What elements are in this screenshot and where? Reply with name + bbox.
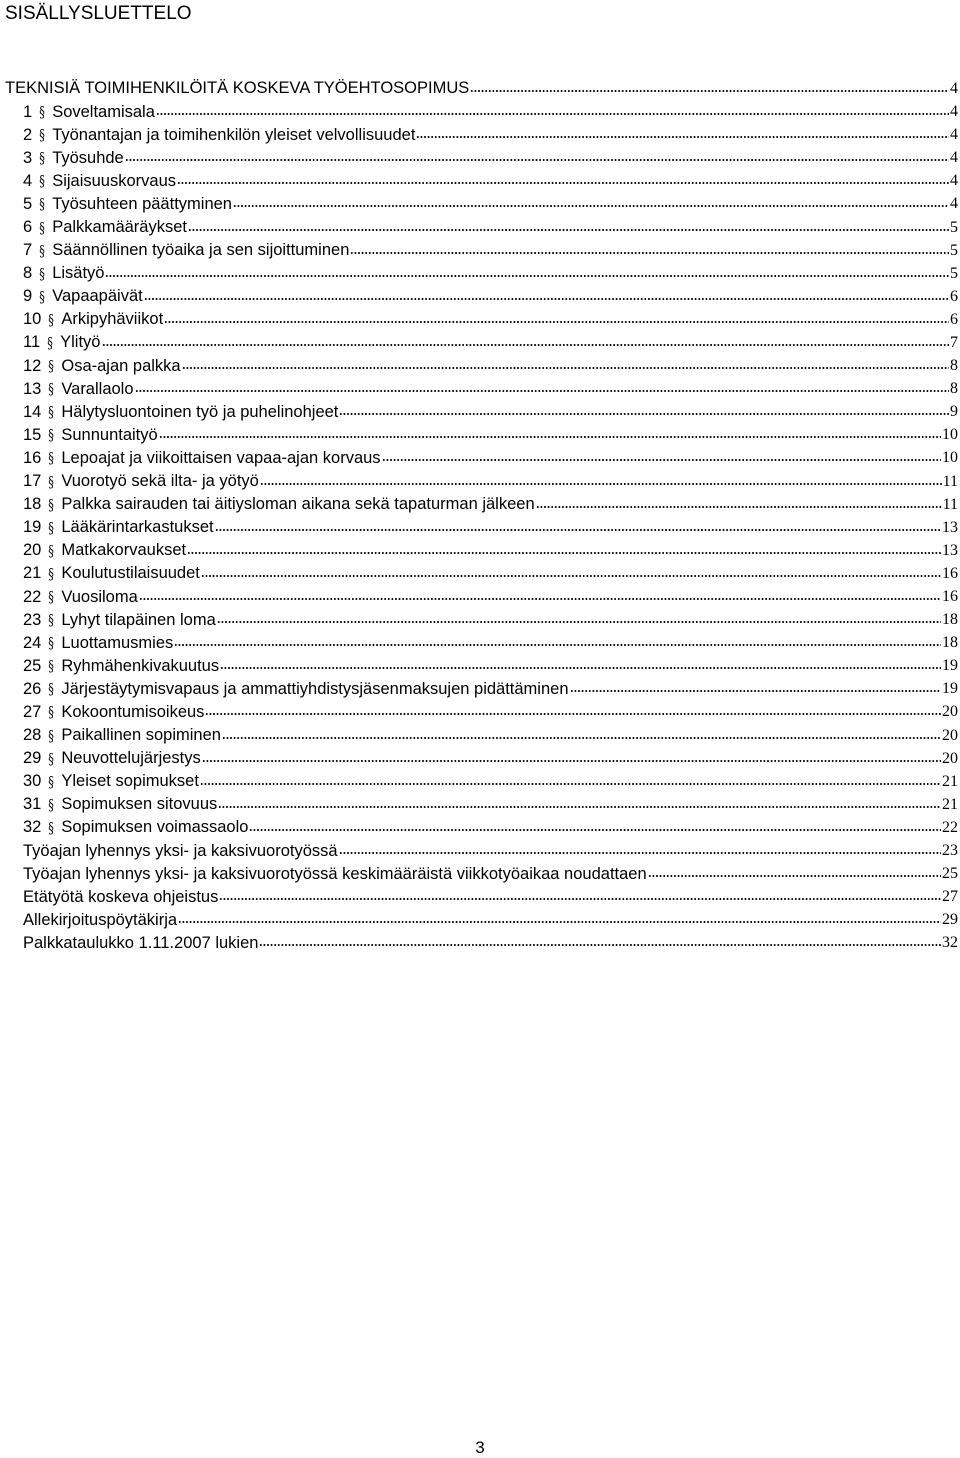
toc-entry[interactable] [5,840,958,863]
toc-entry-number: 21 [23,564,42,583]
toc-entry-label: Lepoajat ja viikoittaisen vapaa-ajan korvaus [61,448,381,467]
toc-entry[interactable] [5,724,958,747]
toc-entry-page: 4 [950,172,958,190]
toc-entry-page: 5 [950,241,958,259]
toc-entry[interactable] [5,424,958,447]
section-sign-icon: § [48,657,55,676]
toc-entry-number: 25 [23,656,42,675]
toc-entry-label: Työsuhde [52,148,124,167]
toc-entry-page: 27 [942,888,958,906]
dot-leader [215,522,941,538]
toc-entry[interactable] [5,932,958,955]
toc-entry-label: Sijaisuuskorvaus [52,171,176,190]
toc-entry-label: Arkipyhäviikot [61,310,164,329]
section-sign-icon: § [48,426,55,445]
toc-entry-page: 5 [950,218,958,236]
toc-entry[interactable] [5,793,958,816]
dot-leader [125,152,949,168]
toc-entry-label: Vapaapäivät [52,287,143,306]
toc-entry-page: 18 [942,634,958,652]
toc-entry[interactable] [5,562,958,585]
toc-entry-label: Hälytysluontoinen työ ja puhelinohjeet [61,402,339,421]
toc-entry-page: 22 [942,818,958,836]
toc-entry-label: Sopimuksen voimassaolo [61,818,249,837]
toc-entry[interactable] [5,747,958,770]
section-sign-icon: § [48,772,55,791]
section-sign-icon: § [48,495,55,514]
toc-entry[interactable] [5,886,958,909]
toc-entry-label: Allekirjoituspöytäkirja [23,910,178,929]
toc-entry-number: 26 [23,679,42,698]
toc-entry-page: 21 [942,772,958,790]
section-sign-icon: § [48,518,55,537]
dot-leader [382,452,941,468]
toc-entry[interactable] [5,447,958,470]
toc-entry-number: 14 [23,402,42,421]
toc-entry-number: 11 [23,333,41,352]
dot-leader [219,891,941,907]
toc-entry[interactable] [5,193,958,216]
toc-entry-label: Järjestäytymisvapaus ja ammattiyhdistysjäsenmaksujen pidättäminen [61,679,569,698]
toc-entry-number: 22 [23,587,42,606]
toc-entry-number: 18 [23,495,42,514]
section-sign-icon: § [39,287,45,306]
dot-leader [187,545,941,561]
toc-entry-label: Varallaolo [61,379,134,398]
dot-leader [177,175,949,191]
toc-entry-number: 12 [23,356,42,375]
dot-leader [205,706,941,722]
toc-entry-page: 8 [950,357,958,375]
toc-entry[interactable] [5,170,958,193]
section-sign-icon: § [48,588,55,607]
dot-leader [218,799,941,815]
toc-entry[interactable] [5,585,958,608]
toc-entry[interactable] [5,701,958,724]
toc-entry-page: 4 [950,149,958,167]
toc-entry-number: 30 [23,772,42,791]
section-sign-icon: § [48,449,55,468]
toc-entry[interactable] [5,285,958,308]
toc-entry[interactable] [5,493,958,516]
dot-leader [222,730,941,746]
toc-entry-number: 4 [23,171,33,190]
toc-entry-page: 10 [942,449,958,467]
dot-leader [217,614,941,630]
toc-entry-label: Osa-ajan palkka [61,356,181,375]
section-sign-icon: § [48,472,55,491]
section-sign-icon: § [48,357,55,376]
section-sign-icon: § [39,218,45,237]
toc-entry-label: Sunnuntaityö [61,425,158,444]
toc-entry-page: 20 [942,749,958,767]
toc-entry-number: 32 [23,818,42,837]
section-sign-icon: § [48,310,55,329]
dot-leader [536,499,942,515]
toc-entry-page: 11 [942,495,958,513]
dot-leader [259,937,941,953]
toc-entry[interactable] [5,331,958,354]
toc-entry-page: 20 [942,703,958,721]
section-sign-icon: § [48,818,55,837]
toc-entry-page: 8 [950,380,958,398]
dot-leader [174,637,941,653]
toc-entry-number: 24 [23,633,42,652]
toc-entry-page: 6 [950,310,958,328]
toc-entry[interactable] [5,216,958,239]
toc-entry-number: 7 [23,241,33,260]
dot-leader [233,198,949,214]
section-sign-icon: § [48,795,55,814]
toc-entry[interactable] [5,355,958,378]
toc-entry-page: 10 [942,426,958,444]
toc-main-entry-page: 4 [950,79,958,97]
dot-leader [570,683,941,699]
toc-entry-page: 23 [942,842,958,860]
toc-entry-label: Neuvottelujärjestys [61,749,201,768]
toc-entry[interactable] [5,470,958,493]
toc-entry-page: 5 [950,264,958,282]
toc-entry-number: 9 [23,287,33,306]
toc-entry[interactable] [5,308,958,331]
toc-entry-number: 15 [23,425,42,444]
dot-leader [260,476,942,492]
toc-entry[interactable] [5,609,958,632]
toc-entry-page: 32 [942,934,958,952]
toc-entry-label: Soveltamisala [52,102,155,121]
toc-entry-page: 16 [942,564,958,582]
toc-entry-label: Luottamusmies [61,633,174,652]
section-sign-icon: § [48,611,55,630]
toc-entry-label: Säännöllinen työaika ja sen sijoittuminen [52,241,350,260]
toc-entry[interactable] [5,124,958,147]
dot-leader [164,314,949,330]
dot-leader [202,753,941,769]
toc-entry-label: Etätyötä koskeva ohjeistus [23,887,219,906]
dot-leader [156,106,949,122]
toc-entry[interactable] [5,632,958,655]
toc-entry-page: 11 [942,472,958,490]
toc-entry-number: 13 [23,379,42,398]
toc-entry-page: 6 [950,287,958,305]
toc-entry-number: 5 [23,194,33,213]
table-of-contents [5,77,958,955]
toc-entry[interactable] [5,816,958,839]
toc-entry-label: Lyhyt tilapäinen loma [61,610,216,629]
toc-entry[interactable] [5,678,958,701]
section-sign-icon: § [48,703,55,722]
section-sign-icon: § [48,380,55,399]
toc-entry-page: 7 [950,333,958,351]
section-sign-icon: § [39,126,45,145]
toc-entry-number: 6 [23,218,33,237]
dot-leader [339,845,941,861]
toc-entry-number: 10 [23,310,42,329]
toc-entry-label: Palkkataulukko 1.11.2007 lukien [23,933,259,952]
toc-entry-page: 21 [942,795,958,813]
toc-entry-label: Lisätyö [52,264,105,283]
toc-entry-number: 20 [23,541,42,560]
toc-entry-label: Kokoontumisoikeus [61,702,205,721]
toc-entry-page: 29 [942,911,958,929]
toc-entry-label: Työajan lyhennys yksi- ja kaksivuorotyössä [23,841,338,860]
toc-entry-label: Työsuhteen päättyminen [52,194,232,213]
dot-leader [416,129,949,145]
toc-entry[interactable] [5,539,958,562]
dot-leader [648,868,941,884]
toc-entry[interactable] [5,770,958,793]
toc-main-entry[interactable] [5,77,958,101]
dot-leader [102,337,950,353]
toc-entry-number: 8 [23,264,33,283]
toc-entry[interactable] [5,147,958,170]
toc-entry-page: 25 [942,865,958,883]
section-sign-icon: § [48,726,55,745]
toc-main-entry-label: TEKNISIÄ TOIMIHENKILÖITÄ KOSKEVA TYÖEHTOSOPIMUS [5,79,470,98]
toc-entry-page: 9 [950,403,958,421]
toc-entry-number: 2 [23,125,33,144]
toc-entry[interactable] [5,863,958,886]
toc-entry-label: Ryhmähenkivakuutus [61,656,220,675]
dot-leader [470,83,949,99]
section-sign-icon: § [48,403,55,422]
toc-entry-page: 4 [950,195,958,213]
toc-entry-label: Yleiset sopimukset [61,772,199,791]
dot-leader [105,268,949,284]
toc-entry-page: 20 [942,726,958,744]
section-sign-icon: § [39,241,45,260]
section-sign-icon: § [39,103,45,122]
section-sign-icon: § [48,749,55,768]
section-sign-icon: § [39,172,45,191]
toc-entry[interactable] [5,655,958,678]
section-sign-icon: § [48,634,55,653]
section-sign-icon: § [48,564,55,583]
dot-leader [144,291,949,307]
toc-entry[interactable] [5,239,958,262]
toc-entry-number: 31 [23,795,42,814]
section-sign-icon: § [48,680,55,699]
page-number: 3 [475,1438,485,1457]
toc-entry-label: Työnantajan ja toimihenkilön yleiset velvollisuudet [52,125,416,144]
toc-entry-label: Lääkärintarkastukset [61,518,214,537]
dot-leader [350,245,949,261]
toc-entry-label: Matkakorvaukset [61,541,187,560]
toc-entry-page: 13 [942,518,958,536]
toc-entry-page: 19 [942,680,958,698]
dot-leader [159,429,941,445]
dot-leader [249,822,941,838]
toc-entry-label: Koulutustilaisuudet [61,564,200,583]
toc-entry-label: Palkka sairauden tai äitiysloman aikana sekä tapaturman jälkeen [61,495,535,514]
toc-entry-number: 27 [23,702,42,721]
toc-entry-label: Vuorotyö sekä ilta- ja yötyö [61,472,259,491]
section-sign-icon: § [39,149,45,168]
dot-leader [139,591,941,607]
toc-entry-page: 18 [942,611,958,629]
toc-entry-page: 19 [942,657,958,675]
section-sign-icon: § [48,541,55,560]
toc-entry-label: Vuosiloma [61,587,138,606]
toc-entry-page: 4 [950,126,958,144]
toc-entry-label: Ylityö [60,333,101,352]
toc-entry[interactable] [5,516,958,539]
toc-entry-number: 23 [23,610,42,629]
dot-leader [200,776,941,792]
dot-leader [178,914,941,930]
toc-entry[interactable] [5,101,958,124]
toc-entry-number: 3 [23,148,33,167]
toc-entry[interactable] [5,378,958,401]
toc-entry-page: 4 [950,103,958,121]
document-title: SISÄLLYSLUETTELO [5,3,192,24]
toc-entry-number: 29 [23,749,42,768]
toc-entry-number: 19 [23,518,42,537]
dot-leader [188,222,949,238]
toc-entry-number: 16 [23,448,42,467]
toc-entry-page: 13 [942,541,958,559]
toc-entry-number: 17 [23,472,42,491]
toc-entry-label: Työajan lyhennys yksi- ja kaksivuorotyössä keskimääräistä viikkotyöaikaa noudattaen [23,864,647,883]
dot-leader [135,383,949,399]
dot-leader [182,360,949,376]
toc-entry-number: 28 [23,726,42,745]
toc-entry-number: 1 [23,102,33,121]
section-sign-icon: § [39,195,45,214]
section-sign-icon: § [47,333,53,352]
toc-entry-page: 16 [942,588,958,606]
toc-entry[interactable] [5,262,958,285]
toc-entry-label: Sopimuksen sitovuus [61,795,218,814]
dot-leader [220,660,941,676]
dot-leader [339,406,949,422]
toc-entry[interactable] [5,401,958,424]
toc-entry-label: Paikallinen sopiminen [61,726,221,745]
dot-leader [201,568,941,584]
toc-entry[interactable] [5,909,958,932]
toc-entry-label: Palkkamääräykset [52,218,187,237]
section-sign-icon: § [39,264,45,283]
